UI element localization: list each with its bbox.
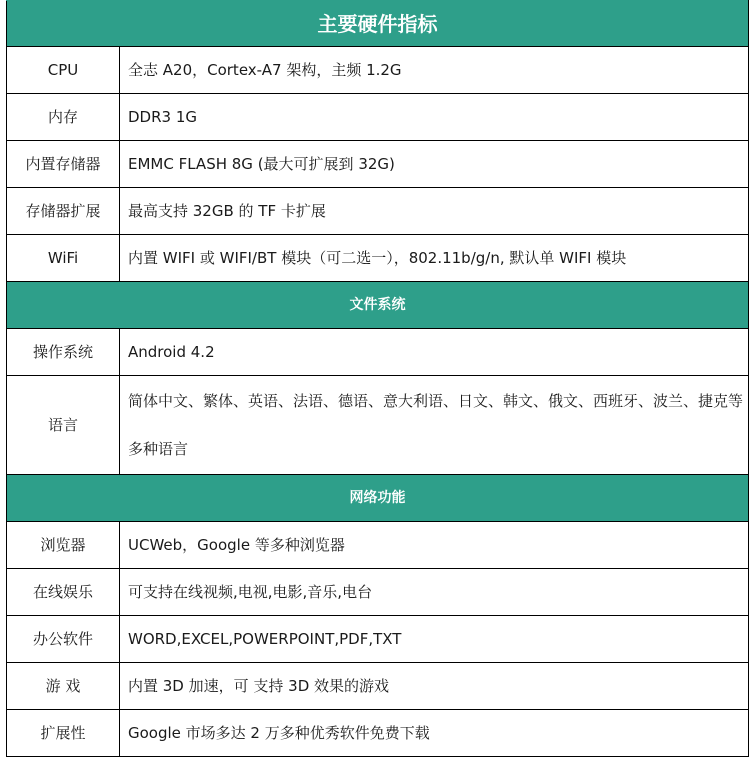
row-label-cpu: CPU <box>7 47 120 94</box>
row-label-storage: 内置存储器 <box>7 141 120 188</box>
row-value-office: WORD,EXCEL,POWERPOINT,PDF,TXT <box>120 616 749 663</box>
row-value-entertainment: 可支持在线视频,电视,电影,音乐,电台 <box>120 569 749 616</box>
row-label-office: 办公软件 <box>7 616 120 663</box>
row-value-storage-expansion: 最高支持 32GB 的 TF 卡扩展 <box>120 188 749 235</box>
row-value-wifi: 内置 WIFI 或 WIFI/BT 模块（可二选一），802.11b/g/n, 默认单 WIFI 模块 <box>120 235 749 282</box>
section-header-network <box>7 475 749 522</box>
row-value-browser: UCWeb，Google 等多种浏览器 <box>120 522 749 569</box>
table-row <box>7 710 749 757</box>
row-value-storage: EMMC FLASH 8G (最大可扩展到 32G) <box>120 141 749 188</box>
section-title: 网络功能 <box>7 475 749 522</box>
table-row <box>7 376 749 475</box>
row-label-games: 游 戏 <box>7 663 120 710</box>
table-row <box>7 141 749 188</box>
row-label-browser: 浏览器 <box>7 522 120 569</box>
table-row <box>7 188 749 235</box>
section-header-filesystem <box>7 282 749 329</box>
table-row <box>7 94 749 141</box>
table-row <box>7 522 749 569</box>
table-row <box>7 47 749 94</box>
row-label-wifi: WiFi <box>7 235 120 282</box>
section-header-hardware <box>7 1 749 47</box>
row-value-memory: DDR3 1G <box>120 94 749 141</box>
section-title: 文件系统 <box>7 282 749 329</box>
row-value-games: 内置 3D 加速，可 支持 3D 效果的游戏 <box>120 663 749 710</box>
row-label-language: 语言 <box>7 376 120 475</box>
table-row <box>7 569 749 616</box>
row-label-extensibility: 扩展性 <box>7 710 120 757</box>
table-row <box>7 329 749 376</box>
table-row <box>7 663 749 710</box>
row-label-storage-expansion: 存储器扩展 <box>7 188 120 235</box>
row-value-extensibility: Google 市场多达 2 万多种优秀软件免费下载 <box>120 710 749 757</box>
table-row <box>7 235 749 282</box>
section-title: 主要硬件指标 <box>7 1 749 47</box>
table-row <box>7 616 749 663</box>
row-label-memory: 内存 <box>7 94 120 141</box>
row-label-os: 操作系统 <box>7 329 120 376</box>
row-value-language: 简体中文、繁体、英语、法语、德语、意大利语、日文、韩文、俄文、西班牙、波兰、捷克等多种语言 <box>120 376 749 475</box>
spec-table <box>6 0 749 757</box>
row-label-entertainment: 在线娱乐 <box>7 569 120 616</box>
row-value-os: Android 4.2 <box>120 329 749 376</box>
row-value-cpu: 全志 A20，Cortex-A7 架构，主频 1.2G <box>120 47 749 94</box>
